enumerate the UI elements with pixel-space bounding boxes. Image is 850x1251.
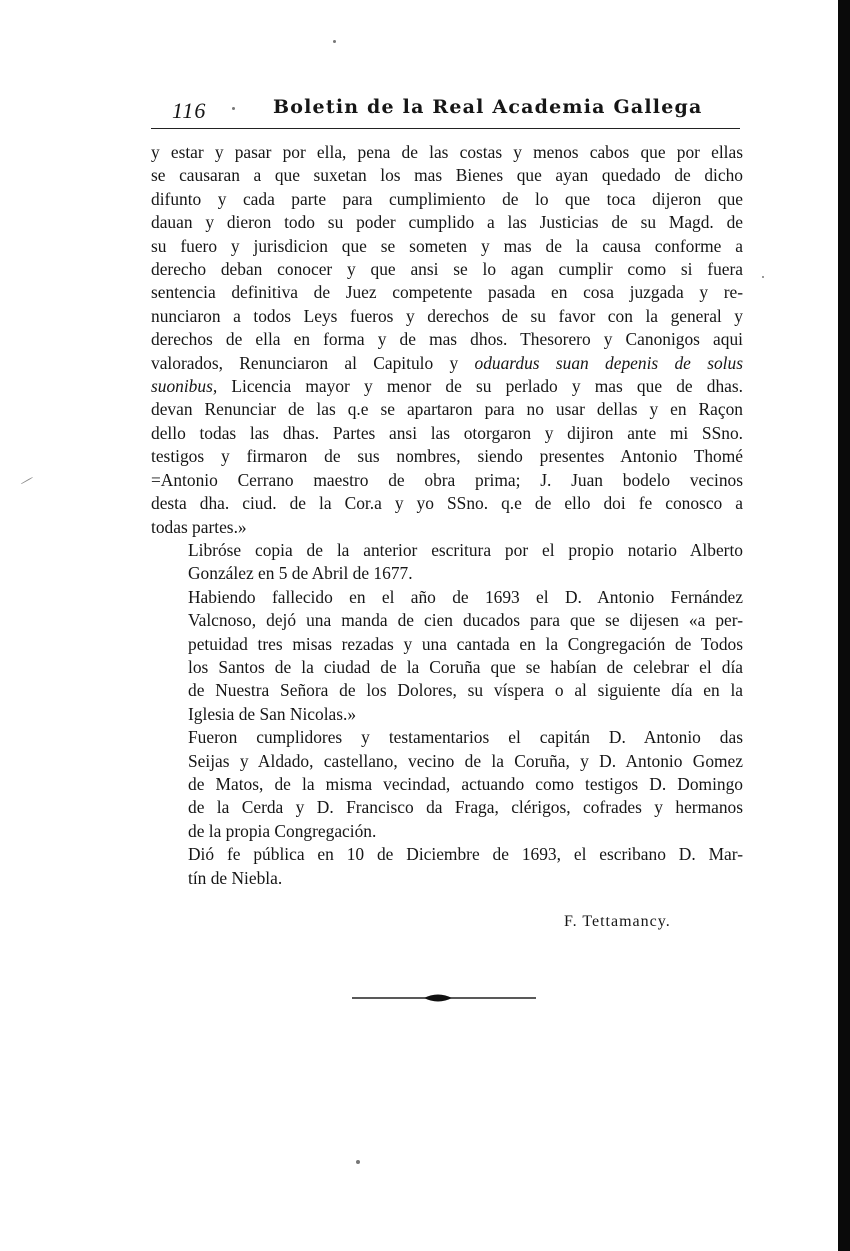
text-line: Libróse copia de la anterior escritura por el propio notario Alberto (188, 539, 743, 560)
running-title: Boletin de la Real Academia Gallega (273, 96, 703, 118)
text-line (151, 375, 743, 398)
text-line: =Antonio Cerrano maestro de obra prima; J. Juan bodelo vecinos (151, 469, 743, 490)
body-text (151, 141, 743, 890)
scan-speck (762, 276, 764, 278)
text-line: de la propia Congregación. (188, 820, 377, 841)
page-header (148, 96, 740, 126)
text-line: los Santos de la ciudad de la Coruña que se habían de celebrar el día (188, 656, 743, 677)
text-line: testigos y firmaron de sus nombres, siendo presentes Antonio Thomé (151, 446, 743, 467)
text-line: devan Renunciar de las q.e se apartaron para no usar dellas y en Raçon (151, 399, 743, 420)
text-line: Dió fe pública en 10 de Diciembre de 1693, el escribano D. Mar- (188, 844, 743, 865)
text-line: desta dha. ciud. de la Cor.a y yo SSno. q.e de ello doi fe conosco a (151, 493, 743, 514)
scan-speck (21, 477, 34, 485)
page-edge-shadow (838, 0, 850, 1251)
paragraph-1 (151, 141, 743, 352)
text-line: su fuero y jurisdicion que se someten y mas de la causa conforme a (151, 235, 743, 256)
paragraph-3 (151, 539, 743, 586)
scan-speck (333, 40, 336, 43)
text-line: dello todas las dhas. Partes ansi las otorgaron y dijiron ante mi SSno. (151, 422, 743, 443)
text-line: dauan y dieron todo su poder cumplido a las Justicias de su Magd. de (151, 212, 743, 233)
paragraph-2 (151, 352, 743, 539)
text-line: todas partes.» (151, 516, 247, 537)
text-line: Iglesia de San Nicolas.» (188, 703, 357, 724)
text-line: González en 5 de Abril de 1677. (188, 563, 413, 584)
text-line: nunciaron a todos Leys fueros y derechos de su favor con la general y (151, 305, 743, 326)
text-line: de la Cerda y D. Francisco da Fraga, clérigos, cofrades y hermanos (188, 797, 743, 818)
text-line: de Nuestra Señora de los Dolores, su víspera o al siguiente día en la (188, 680, 743, 701)
text-line: derechos de ella en forma y de mas dhos. Thesorero y Canonigos aqui (151, 329, 743, 350)
paragraph-4 (151, 586, 743, 726)
page-number: 116 (172, 98, 207, 123)
text-line: difunto y cada parte para cumplimiento de lo que toca dijeron que (151, 188, 743, 209)
closing-ornament (352, 990, 536, 1006)
scan-speck (356, 1160, 360, 1164)
text-line: se causaran a que suxetan los mas Bienes que ayan quedado de dicho (151, 165, 743, 186)
text-line: y estar y pasar por ella, pena de las costas y menos cabos que por ellas (151, 142, 743, 162)
paragraph-5 (151, 726, 743, 843)
author-signature: F. Tettamancy. (564, 913, 671, 930)
latin-phrase: oduardus suan depenis de solus (474, 352, 743, 373)
header-rule (151, 128, 740, 129)
text-line: tín de Niebla. (188, 867, 283, 888)
text-line: derecho deban conocer y que ansi se lo agan cumplir como si fuera (151, 259, 743, 280)
text-line (151, 352, 743, 375)
text-line: Valcnoso, dejó una manda de cien ducados para que se dijesen «a per- (188, 610, 743, 631)
scan-speck (232, 107, 235, 110)
text-line: Seijas y Aldado, castellano, vecino de la Coruña, y D. Antonio Gomez (188, 750, 743, 771)
text-line: sentencia definitiva de Juez competente pasada en cosa juzgada y re- (151, 282, 743, 303)
paragraph-6 (151, 843, 743, 890)
text-line: petuidad tres misas rezadas y una cantada en la Congregación de Todos (188, 633, 743, 654)
text-segment: valorados, Renunciaron al Capitulo y (151, 352, 459, 373)
text-line: Habiendo fallecido en el año de 1693 el D. Antonio Fernández (188, 586, 743, 607)
latin-phrase-end: suonibus, (151, 376, 218, 397)
text-segment: Licencia mayor y menor de su perlado y mas que de dhas. (231, 376, 743, 397)
text-line: Fueron cumplidores y testamentarios el capitán D. Antonio das (188, 727, 743, 748)
text-line: de Matos, de la misma vecindad, actuando como testigos D. Domingo (188, 773, 743, 794)
